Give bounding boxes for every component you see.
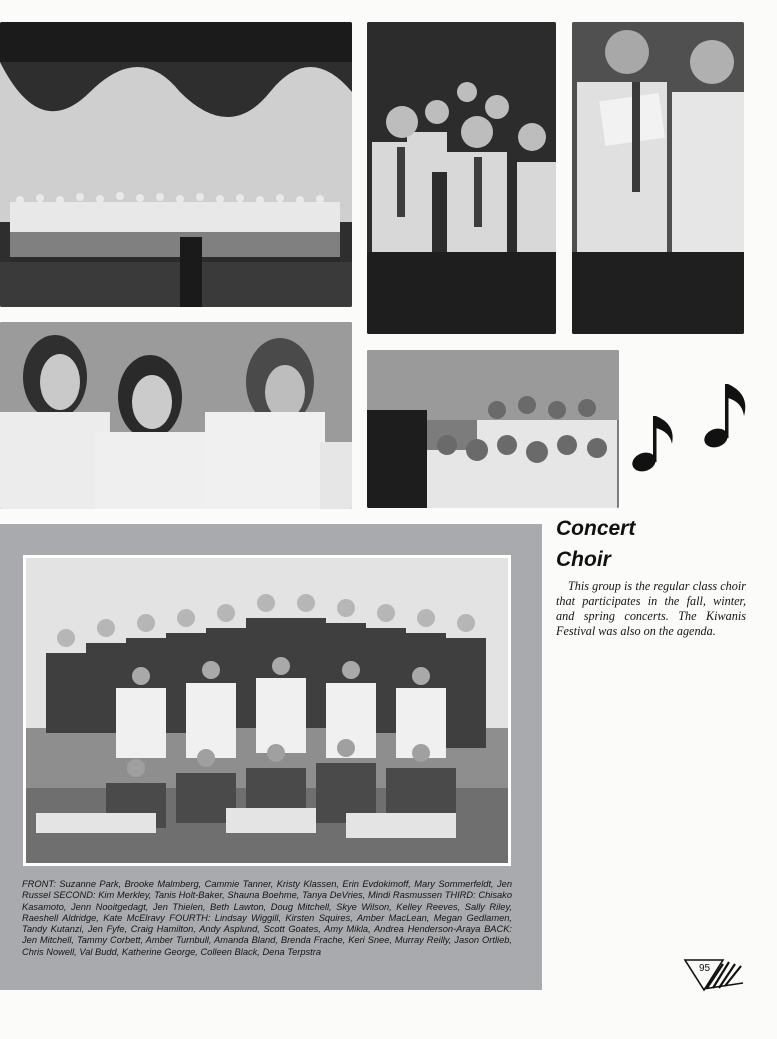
choir-stage-photo	[0, 22, 352, 307]
triangle-page-badge-icon	[683, 958, 747, 992]
page-number: 95	[699, 963, 711, 974]
group-photo-panel	[0, 524, 542, 990]
singers-closeup-photo	[0, 322, 352, 509]
title-line-2: Choir	[556, 548, 611, 571]
page-title	[556, 513, 756, 575]
group-photo	[26, 558, 508, 863]
page-number-badge	[683, 958, 747, 992]
music-notes-icon	[628, 378, 750, 478]
description-text: This group is the regular class choir that participates in the fall, winter, and spring concerts. The Kiwanis Festival was also on the agenda.	[556, 579, 746, 638]
singers-ties-photo	[367, 22, 556, 334]
title-line-1: Concert	[556, 517, 636, 540]
group-photo-frame	[23, 555, 511, 866]
group-photo-caption: FRONT: Suzanne Park, Brooke Malmberg, Cammie Tanner, Kristy Klassen, Erin Evdokimoff, Mary Sommerfeldt, Jen Russel SECOND: Kim Merkley, Tanis Holt-Baker, Shauna Boehme, Tanya DeVries, Mindi Rasmussen THIRD: Chisako Kasamoto, Jenn Nooitgedagt, Jen Thielen, Beth Lawton, Doug Mitchell, Skye Wilson, Kelley Reeves, Sally Riley, Raeshell Aldridge, Kate McElravy FOURTH: Lindsay Wiggill, Kirsten Squires, Amber MacLean, Megan Gedlamen, Tandy Kutanzi, Jen Fyfe, Craig Hamilton, Andy Asplund, Scott Goates, Amy Mikla, Andrea Henderson-Araya BACK: Jen Mitchell, Tammy Corbett, Amber Turnbull, Amanda Bland, Brenda Frache, Keri Snee, Murray Reilly, Jason Ortlieb, Chris Nowell, Val Budd, Katherine George, Colleen Black, Dena Terpstra	[22, 879, 512, 957]
singers-with-music-photo	[572, 22, 744, 334]
choir-rows-photo	[367, 350, 619, 508]
